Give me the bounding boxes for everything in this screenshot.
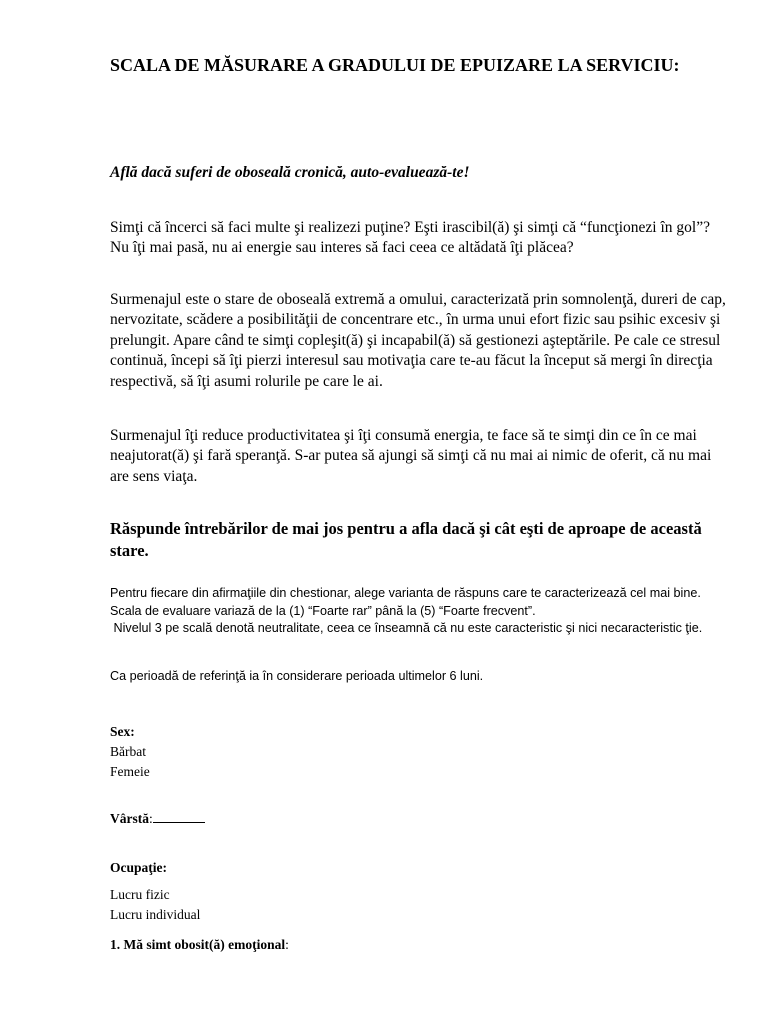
sex-option-female[interactable]: Femeie (110, 764, 150, 779)
age-field: Vârstă: (110, 809, 730, 828)
age-blank-line[interactable] (153, 810, 205, 823)
question-1-text: 1. Mă simt obosit(ă) emoţional (110, 937, 286, 952)
instructions (110, 585, 730, 638)
occupation-option-individual[interactable]: Lucru individual (110, 907, 201, 922)
page-title: SCALA DE MĂSURARE A GRADULUI DE EPUIZARE LA SERVICIU: (110, 55, 680, 75)
paragraph-effects: Surmenajul îţi reduce productivitatea şi îţi consumă energia, te face să te simţi din ce în ce mai neajutorat(ă) şi fară speranţă. S-ar putea să ajungi să simţi că nu mai ai nimic de oferit, că nu mai are sens viaţa. (110, 427, 712, 485)
occupation-option-physical[interactable]: Lucru fizic (110, 887, 170, 902)
sex-label: Sex: (110, 724, 135, 739)
section-heading: Răspunde întrebărilor de mai jos pentru a afla dacă şi cât eşti de aproape de această stare. (110, 519, 702, 560)
question-1 (110, 935, 730, 954)
age-label: Vârstă (110, 811, 149, 826)
paragraph-intro: Simţi că încerci să faci multe şi realizezi puţine? Eşti irascibil(ă) şi simţi că “funcţionezi în gol”? Nu îţi mai pasă, nu ai energie sau interes să faci ceea ce altădată îţi plăcea? (110, 219, 710, 257)
subtitle: Află dacă suferi de oboseală cronică, auto-evaluează-te! (110, 164, 470, 181)
instructions-line (110, 620, 730, 638)
sex-option-male[interactable]: Bărbat (110, 744, 146, 759)
paragraph-definition: Surmenajul este o stare de oboseală extremă a omului, caracterizată prin somnolenţă, dureri de cap, nervozitate, scădere a posibilităţii de concentrare etc., în urma unui efort fizic sau psihic excesiv şi prelungit. Apare când te simţi copleşit(ă) şi incapabil(ă) să gestionezi aşteptările. Pe cale ce stresul continuă, începi să îţi pierzi interesul sau motivaţia care te-au făcut la început să mergi în direcţia respectivă, să îţi asumi rolurile pe care le ai. (110, 291, 726, 390)
reference-period: Ca perioadă de referinţă ia în considerare perioada ultimelor 6 luni. (110, 669, 484, 683)
question-1-colon: : (285, 937, 289, 952)
instructions-neutral: Nivelul 3 pe scală denotă neutralitate, ceea ce înseamnă că nu este caracteristic şi nici necaracteristic ţie. (113, 621, 703, 635)
instructions-line: Pentru fiecare din afirmaţiile din chestionar, alege varianta de răspuns care te caracterizează cel mai bine. Scala de evaluare variază de la (1) “Foarte rar” până la (5) “Foarte frecvent”. (110, 586, 701, 618)
occupation-label: Ocupaţie: (110, 860, 167, 875)
